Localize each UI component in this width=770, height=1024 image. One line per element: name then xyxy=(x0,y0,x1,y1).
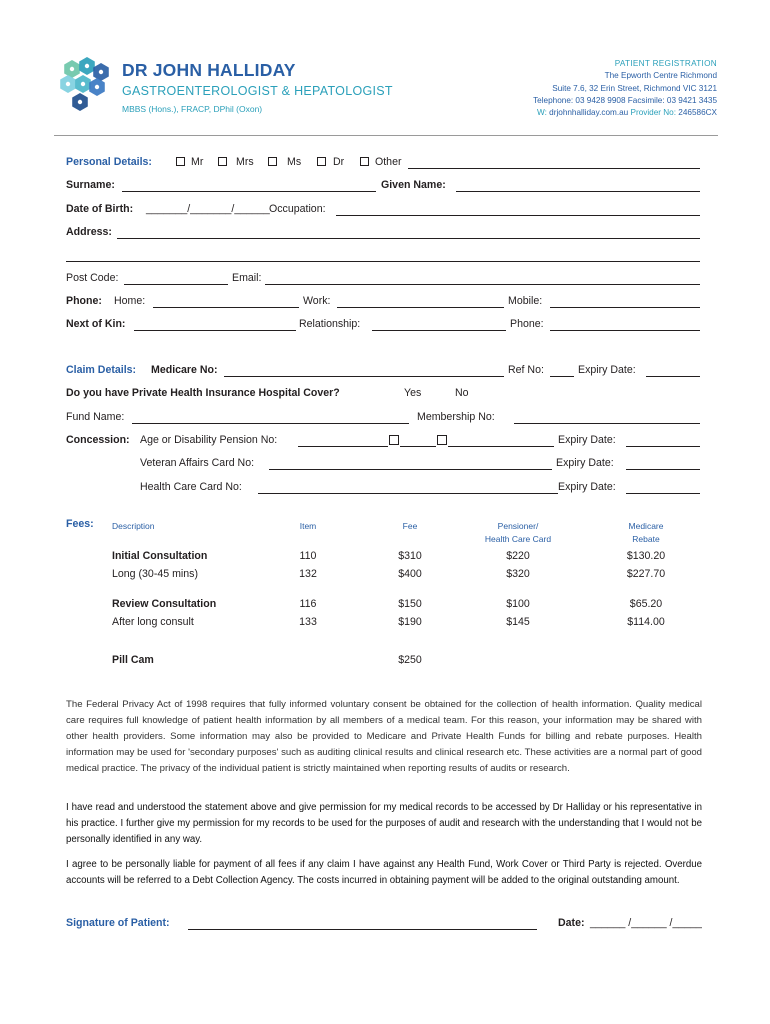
next-of-kin-row xyxy=(66,318,702,334)
fee-description: Initial Consultation xyxy=(112,550,208,562)
postcode-label: Post Code: xyxy=(66,272,119,284)
fee-pensioner: $145 xyxy=(506,616,530,628)
health-care-expiry-label: Expiry Date: xyxy=(558,481,616,493)
fees-header-medicare-line-1: Medicare xyxy=(628,521,664,531)
fees-header-fee: Fee xyxy=(402,521,418,531)
concession-label: Concession: xyxy=(66,434,130,446)
dob-field[interactable]: _______/_______/______ xyxy=(146,203,270,215)
health-care-card-field[interactable] xyxy=(258,493,558,494)
dob-row xyxy=(66,203,702,219)
fees-header-medicare xyxy=(616,520,676,546)
fee-description: Long (30-45 mins) xyxy=(112,568,198,580)
signature-row xyxy=(66,917,702,933)
signature-label: Signature of Patient: xyxy=(66,917,170,929)
home-phone-label: Home: xyxy=(114,295,146,307)
medicare-field[interactable] xyxy=(224,376,504,377)
insurance-no-option[interactable]: No xyxy=(455,387,469,399)
pension-field-3[interactable] xyxy=(448,446,554,447)
title-other-label: Other xyxy=(375,156,402,168)
doctor-qualifications: MBBS (Hons.), FRACP, DPhil (Oxon) xyxy=(122,104,263,114)
mobile-label: Mobile: xyxy=(508,295,543,307)
logo-hexagon-dot xyxy=(81,82,85,86)
doctor-specialty: GASTROENTEROLOGIST & HEPATOLOGIST xyxy=(122,84,393,98)
fee-amount: $310 xyxy=(398,550,422,562)
fees-header-pensioner-line-2: Health Care Card xyxy=(484,534,552,544)
fee-item: 132 xyxy=(299,568,317,580)
consent-statement: I have read and understood the statement above and give permission for my medical records to be accessed by Dr Halliday or his representative in his practice. I further give my permission for my records to be used for the purposes of audit and research with the understanding that I would not be personally identified in any way. xyxy=(66,802,702,845)
title-dr-label: Dr xyxy=(333,156,345,168)
logo-hexagon-dot xyxy=(95,85,99,89)
fund-row xyxy=(66,411,702,427)
logo-hexagon-dot xyxy=(99,70,103,74)
fee-amount: $400 xyxy=(398,568,422,580)
pension-expiry-label: Expiry Date: xyxy=(558,434,616,446)
fee-rebate: $65.20 xyxy=(629,598,663,610)
practice-phone: Telephone: 03 9428 9908 Facsimile: 03 9421 3435 xyxy=(533,95,717,105)
ref-no-field[interactable] xyxy=(550,376,574,377)
practice-contact-block xyxy=(533,58,717,119)
fee-pensioner: $220 xyxy=(506,550,530,562)
fees-header-item: Item xyxy=(299,521,317,531)
website-link[interactable]: drjohnhalliday.com.au xyxy=(549,108,629,118)
fees-header-pensioner-line-1: Pensioner/ xyxy=(497,521,539,531)
personal-details-row xyxy=(66,156,702,172)
provider-label: Provider No: xyxy=(630,108,677,118)
relationship-field[interactable] xyxy=(372,330,506,331)
medicare-label: Medicare No: xyxy=(151,364,218,376)
pension-checkbox-1[interactable] xyxy=(389,435,399,445)
fee-description: After long consult xyxy=(112,616,194,628)
web-label: W: xyxy=(537,108,547,118)
postcode-field[interactable] xyxy=(124,284,228,285)
health-care-card-label: Health Care Card No: xyxy=(140,481,242,493)
phone-label: Phone: xyxy=(66,295,102,307)
pension-field[interactable] xyxy=(298,446,388,447)
health-care-expiry-field[interactable] xyxy=(626,493,700,494)
mobile-field[interactable] xyxy=(550,307,700,308)
address-label: Address: xyxy=(66,226,112,238)
fees-header-pensioner xyxy=(470,520,566,546)
practice-web-line xyxy=(533,107,717,119)
practice-centre: The Epworth Centre Richmond xyxy=(604,71,717,81)
email-label: Email: xyxy=(232,272,262,284)
fees-label: Fees: xyxy=(66,518,94,530)
address-field[interactable] xyxy=(117,238,700,239)
veteran-card-label: Veteran Affairs Card No: xyxy=(140,457,255,469)
fee-description: Pill Cam xyxy=(112,654,154,666)
title-ms-label: Ms xyxy=(287,156,302,168)
next-of-kin-label: Next of Kin: xyxy=(66,318,126,330)
given-name-label: Given Name: xyxy=(381,179,446,191)
title-other-field[interactable] xyxy=(408,168,700,169)
fee-amount: $190 xyxy=(398,616,422,628)
membership-field[interactable] xyxy=(514,423,700,424)
given-name-field[interactable] xyxy=(456,191,700,192)
home-phone-field[interactable] xyxy=(153,307,299,308)
title-mr-label: Mr xyxy=(191,156,204,168)
insurance-yes-option[interactable]: Yes xyxy=(404,387,422,399)
fee-item: 110 xyxy=(299,550,317,562)
insurance-question: Do you have Private Health Insurance Hospital Cover? xyxy=(66,387,340,399)
veteran-expiry-field[interactable] xyxy=(626,469,700,470)
signature-date-field[interactable]: ______ /______ /_____ xyxy=(590,917,702,929)
surname-label: Surname: xyxy=(66,179,115,191)
kin-phone-field[interactable] xyxy=(550,330,700,331)
occupation-field[interactable] xyxy=(336,215,700,216)
logo-hexagon-dot xyxy=(66,82,70,86)
title-dr-checkbox[interactable] xyxy=(317,157,326,166)
fee-amount: $150 xyxy=(398,598,422,610)
next-of-kin-field[interactable] xyxy=(134,330,296,331)
veteran-row xyxy=(66,457,702,473)
header-divider xyxy=(54,135,718,136)
personal-details-label: Personal Details: xyxy=(66,156,152,168)
work-phone-field[interactable] xyxy=(337,307,504,308)
fee-item: 116 xyxy=(299,598,317,610)
fee-rebate: $114.00 xyxy=(627,616,665,628)
kin-phone-label: Phone: xyxy=(510,318,544,330)
fee-amount: $250 xyxy=(398,654,422,666)
fees-table xyxy=(66,518,706,678)
address-row xyxy=(66,226,702,242)
fee-rebate: $227.70 xyxy=(626,568,666,580)
address-field-line-2[interactable] xyxy=(66,261,700,262)
fee-description: Review Consultation xyxy=(112,598,217,610)
title-mrs-label: Mrs xyxy=(236,156,254,168)
pension-row xyxy=(66,434,702,450)
signature-field[interactable] xyxy=(188,929,537,930)
occupation-label: Occupation: xyxy=(269,203,326,215)
pension-field-2[interactable] xyxy=(400,446,436,447)
name-row xyxy=(66,179,702,195)
logo-hexagon-dot xyxy=(70,67,74,71)
work-phone-label: Work: xyxy=(303,295,331,307)
pension-label: Age or Disability Pension No: xyxy=(140,434,278,446)
health-care-row xyxy=(66,481,702,497)
logo-hexagon-dot xyxy=(85,64,89,68)
fee-pensioner: $320 xyxy=(506,568,530,580)
fee-item: 133 xyxy=(299,616,317,628)
title-other-checkbox[interactable] xyxy=(360,157,369,166)
ref-no-label: Ref No: xyxy=(508,364,544,376)
fund-name-label: Fund Name: xyxy=(66,411,125,423)
medicare-expiry-label: Expiry Date: xyxy=(578,364,636,376)
fees-header-description: Description xyxy=(112,521,155,531)
pension-expiry-field[interactable] xyxy=(626,446,700,447)
dob-label: Date of Birth: xyxy=(66,203,134,215)
privacy-statement: The Federal Privacy Act of 1998 requires that fully informed voluntary consent be obtained for the collection of health information. Quality medical care requires full knowledge of patient health information by all members of a medical team. For this reason, your information may be shared with other health providers. Some information may also be provided to Medicare and Private Health Funds for billing and rebate purposes. Health information may be used for 'secondary purposes' such as auditing clinical results and clinical research etc. These activities are a normal part of good medical practice. The privacy of the individual patient is strictly maintained when reporting results of audits or research. xyxy=(66,699,702,774)
insurance-question-row xyxy=(66,387,702,403)
fee-rebate: $130.20 xyxy=(626,550,666,562)
relationship-label: Relationship: xyxy=(299,318,361,330)
email-field[interactable] xyxy=(265,284,700,285)
pension-checkbox-2[interactable] xyxy=(437,435,447,445)
fees-header-medicare-line-2: Rebate xyxy=(632,534,660,544)
fee-pensioner: $100 xyxy=(506,598,530,610)
title-mrs-checkbox[interactable] xyxy=(218,157,227,166)
liability-statement: I agree to be personally liable for payment of all fees if any claim I have against any Health Fund, Work Cover or Third Party is rejected. Overdue accounts will be referred to a Debt Collection Agency. The costs incurred in obtaining payment will be added to the original outstanding amount. xyxy=(66,859,702,886)
form-title: PATIENT REGISTRATION xyxy=(614,59,717,68)
medicare-row xyxy=(66,364,702,380)
hexagon-logo-icon xyxy=(56,57,118,119)
veteran-card-field[interactable] xyxy=(269,469,552,470)
provider-number: 246586CX xyxy=(678,108,717,118)
phone-row xyxy=(66,295,702,311)
signature-date-label: Date: xyxy=(558,917,585,929)
medicare-expiry-field[interactable] xyxy=(646,376,700,377)
title-mr-checkbox[interactable] xyxy=(176,157,185,166)
fund-name-field[interactable] xyxy=(132,423,409,424)
claim-details-label: Claim Details: xyxy=(66,364,137,376)
veteran-expiry-label: Expiry Date: xyxy=(556,457,614,469)
address-row-2 xyxy=(66,249,702,265)
postcode-row xyxy=(66,272,702,288)
membership-label: Membership No: xyxy=(417,411,495,423)
logo-hexagon-dot xyxy=(78,100,82,104)
practice-address: Suite 7.6, 32 Erin Street, Richmond VIC 3121 xyxy=(552,83,717,93)
doctor-name: DR JOHN HALLIDAY xyxy=(122,60,296,80)
surname-field[interactable] xyxy=(122,191,376,192)
title-ms-checkbox[interactable] xyxy=(268,157,277,166)
